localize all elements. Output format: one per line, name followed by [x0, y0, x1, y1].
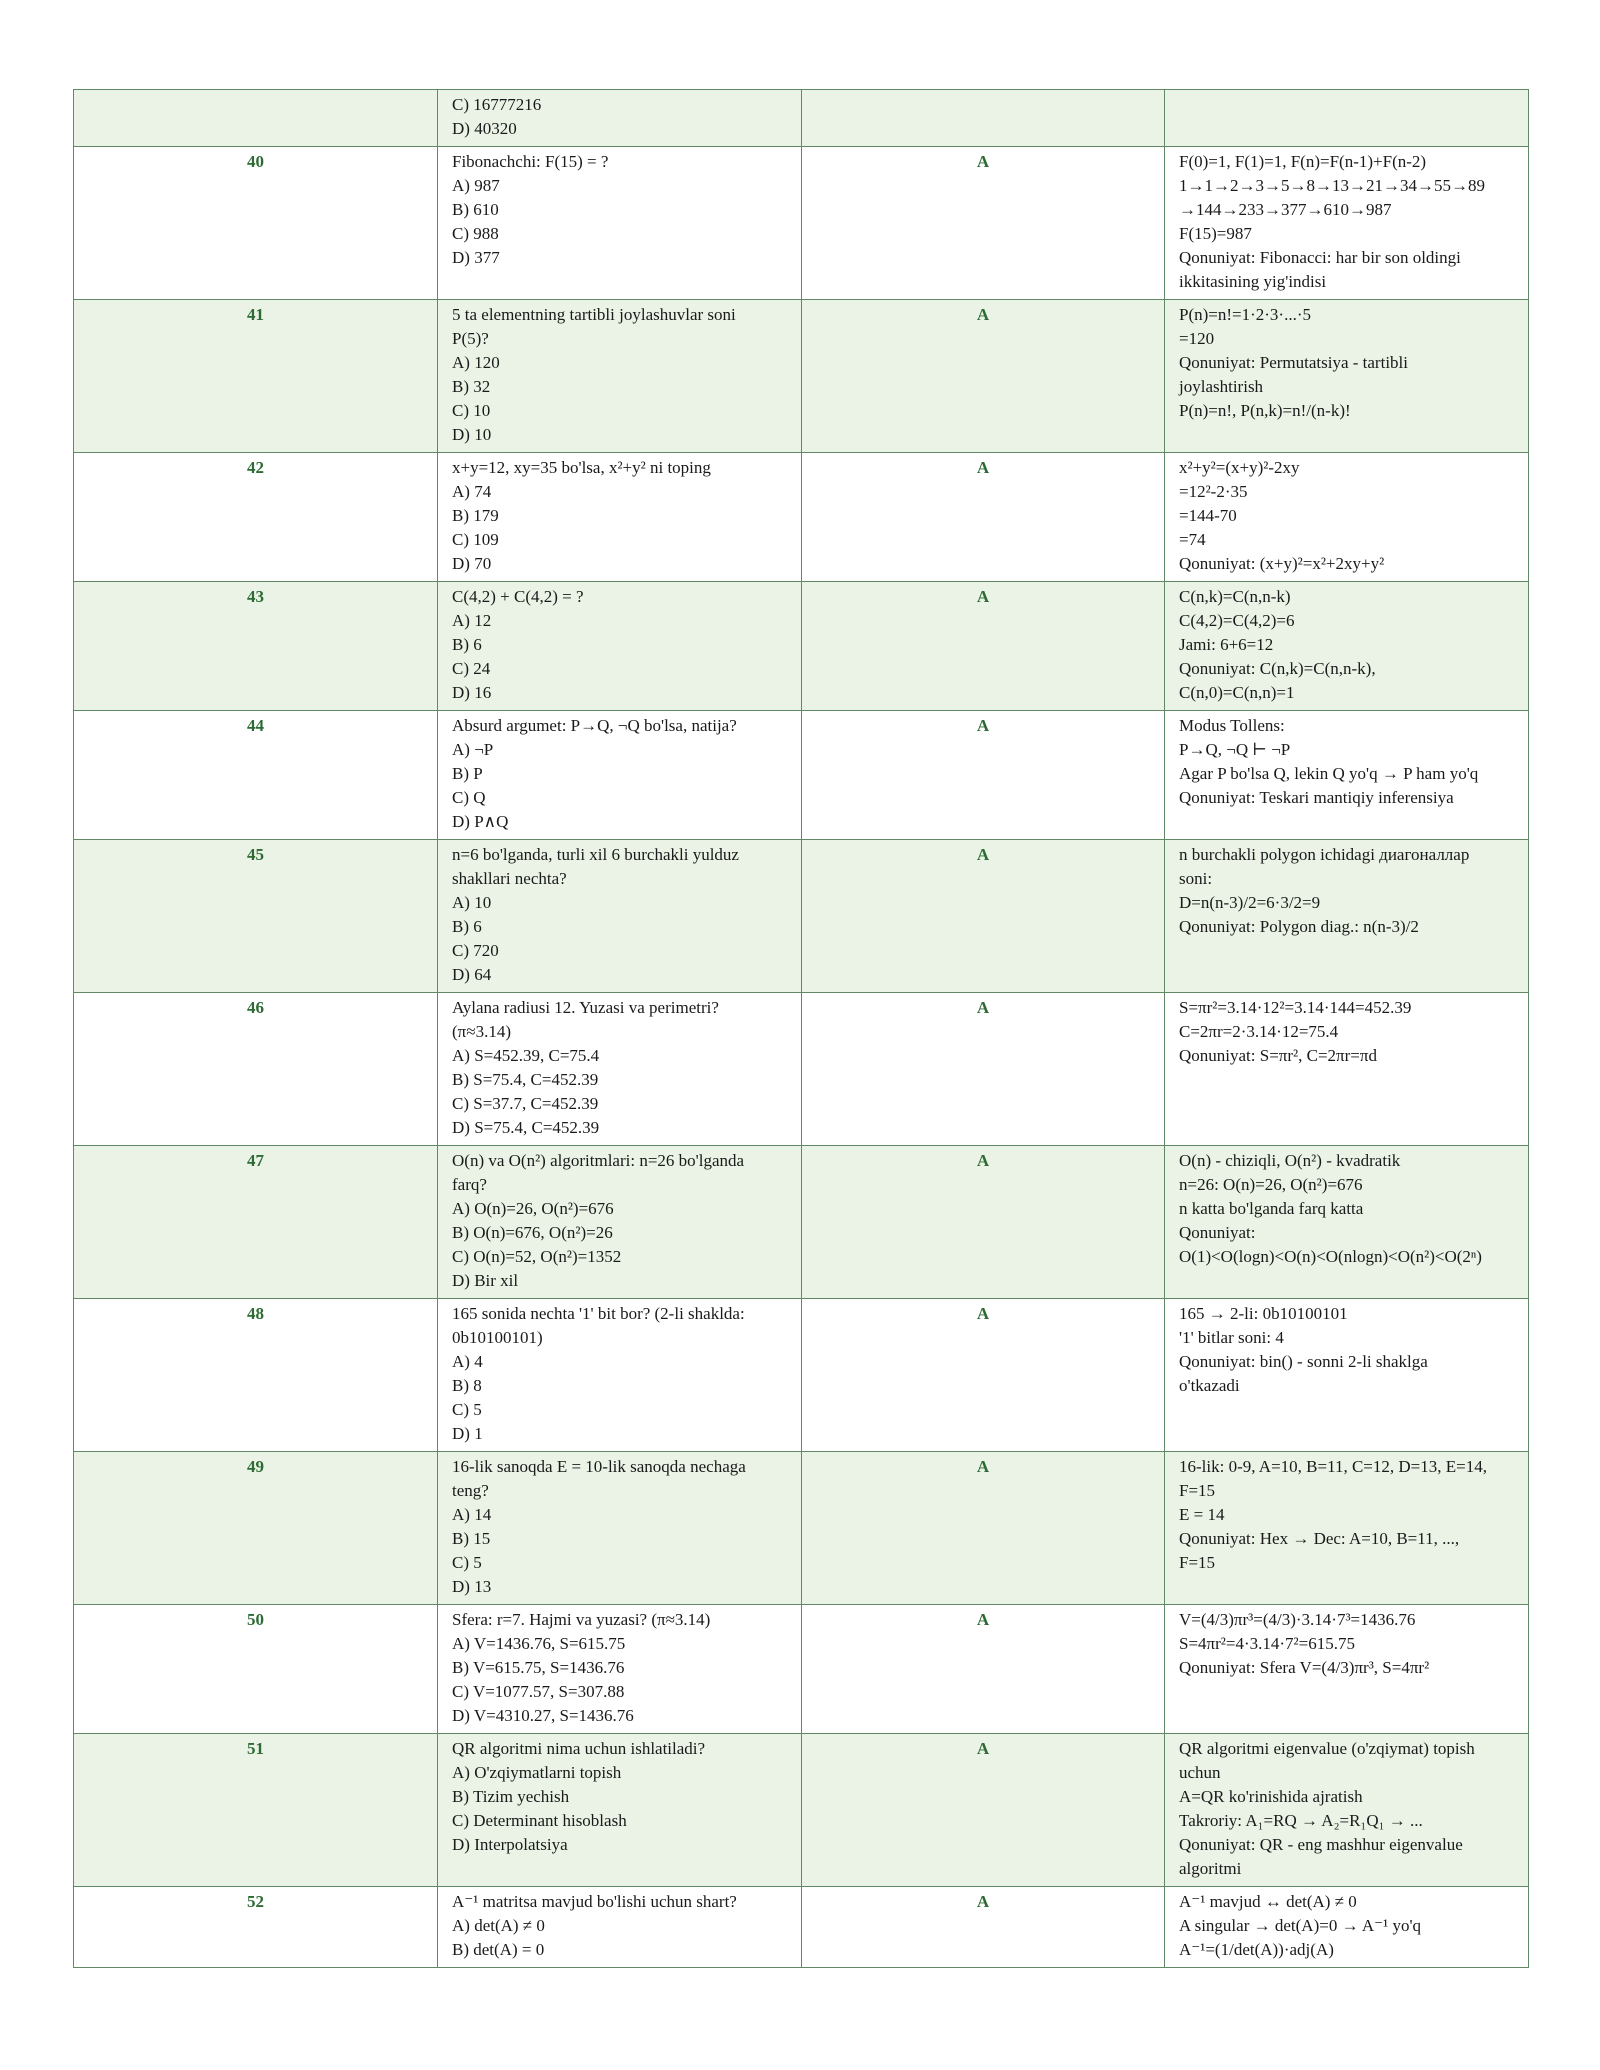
answer-option: B) 179	[452, 506, 499, 525]
explanation-cell	[1165, 90, 1529, 147]
answer-option: shakllari nechta?	[452, 869, 567, 888]
correct-answer	[802, 90, 1165, 147]
correct-answer: A	[802, 1887, 1165, 1968]
question-number: 44	[74, 711, 438, 840]
explanation-line: C(n,0)=C(n,n)=1	[1179, 683, 1295, 702]
explanation-line: Qonuniyat: Fibonacci: har bir son oldingi	[1179, 248, 1461, 267]
question-cell	[438, 1452, 802, 1605]
explanation-line: C=2πr=2·3.14·12=75.4	[1179, 1022, 1339, 1041]
explanation-line: Qonuniyat: (x+y)²=x²+2xy+y²	[1179, 554, 1385, 573]
explanation-cell	[1165, 453, 1529, 582]
explanation-cell	[1165, 147, 1529, 300]
table-row	[74, 1452, 1529, 1605]
explanation-line: O(n) - chiziqli, O(n²) - kvadratik	[1179, 1151, 1401, 1170]
answer-option: C) 10	[452, 401, 491, 420]
answer-option: C) 5	[452, 1553, 482, 1572]
explanation-line: =144-70	[1179, 506, 1237, 525]
question-text: Sfera: r=7. Hajmi va yuzasi? (π≈3.14)	[452, 1610, 711, 1629]
answer-option: A) det(A) ≠ 0	[452, 1916, 545, 1935]
answer-option: P(5)?	[452, 329, 489, 348]
answer-option: A) 12	[452, 611, 492, 630]
question-number: 43	[74, 582, 438, 711]
answer-option: A) ¬P	[452, 740, 494, 759]
explanation-line: o'tkazadi	[1179, 1376, 1240, 1395]
question-number	[74, 90, 438, 147]
explanation-line: algoritmi	[1179, 1859, 1242, 1878]
answer-option: C) V=1077.57, S=307.88	[452, 1682, 625, 1701]
question-number: 42	[74, 453, 438, 582]
answer-option: B) S=75.4, C=452.39	[452, 1070, 599, 1089]
explanation-line: ikkitasining yig'indisi	[1179, 272, 1327, 291]
correct-answer: A	[802, 1299, 1165, 1452]
answer-option: B) P	[452, 764, 483, 783]
answer-option: C) 720	[452, 941, 499, 960]
explanation-line: Qonuniyat: C(n,k)=C(n,n-k),	[1179, 659, 1376, 678]
correct-answer: A	[802, 1146, 1165, 1299]
answer-option: C) 109	[452, 530, 499, 549]
answer-option: C) Q	[452, 788, 486, 807]
explanation-line: Qonuniyat: S=πr², C=2πr=πd	[1179, 1046, 1377, 1065]
explanation-line: Takroriy: A₁=RQ → A₂=R₁Q₁ → ...	[1179, 1811, 1423, 1830]
table-row	[74, 1887, 1529, 1968]
explanation-line: P(n)=n!, P(n,k)=n!/(n-k)!	[1179, 401, 1351, 420]
answer-option: B) 6	[452, 635, 482, 654]
explanation-line: A⁻¹ mavjud ↔ det(A) ≠ 0	[1179, 1892, 1357, 1911]
explanation-line: A singular → det(A)=0 → A⁻¹ yo'q	[1179, 1916, 1422, 1935]
explanation-cell	[1165, 1605, 1529, 1734]
answer-option: B) 610	[452, 200, 499, 219]
question-number: 45	[74, 840, 438, 993]
explanation-line: O(1)<O(logn)<O(n)<O(nlogn)<O(n²)<O(2ⁿ)	[1179, 1247, 1482, 1266]
question-text: O(n) va O(n²) algoritmlari: n=26 bo'lganda	[452, 1151, 745, 1170]
answer-option: C) O(n)=52, O(n²)=1352	[452, 1247, 622, 1266]
explanation-line: Qonuniyat:	[1179, 1223, 1256, 1242]
question-cell	[438, 147, 802, 300]
explanation-line: S=πr²=3.14·12²=3.14·144=452.39	[1179, 998, 1412, 1017]
explanation-cell	[1165, 582, 1529, 711]
answer-option: A) 10	[452, 893, 492, 912]
explanation-line: E = 14	[1179, 1505, 1225, 1524]
answer-option: D) 70	[452, 554, 492, 573]
correct-answer: A	[802, 711, 1165, 840]
table-row	[74, 90, 1529, 147]
answer-option: A) O'zqiymatlarni topish	[452, 1763, 622, 1782]
question-cell	[438, 300, 802, 453]
answer-option: D) V=4310.27, S=1436.76	[452, 1706, 634, 1725]
explanation-line: Qonuniyat: Permutatsiya - tartibli	[1179, 353, 1408, 372]
answer-option: D) 1	[452, 1424, 483, 1443]
correct-answer: A	[802, 1605, 1165, 1734]
answer-option: 0b10100101)	[452, 1328, 543, 1347]
explanation-line: Qonuniyat: Sfera V=(4/3)πr³, S=4πr²	[1179, 1658, 1430, 1677]
question-number: 50	[74, 1605, 438, 1734]
explanation-line: Qonuniyat: Polygon diag.: n(n-3)/2	[1179, 917, 1419, 936]
question-cell	[438, 840, 802, 993]
explanation-line: QR algoritmi eigenvalue (o'zqiymat) topish	[1179, 1739, 1475, 1758]
table-row	[74, 993, 1529, 1146]
question-text: Absurd argumet: P→Q, ¬Q bo'lsa, natija?	[452, 716, 737, 735]
answer-option: C) 5	[452, 1400, 482, 1419]
question-text: Fibonachchi: F(15) = ?	[452, 152, 609, 171]
answer-option: B) det(A) = 0	[452, 1940, 545, 1959]
explanation-line: P→Q, ¬Q ⊢ ¬P	[1179, 740, 1291, 759]
explanation-line: Qonuniyat: QR - eng mashhur eigenvalue	[1179, 1835, 1463, 1854]
question-cell	[438, 1299, 802, 1452]
question-cell	[438, 711, 802, 840]
explanation-line: n=26: O(n)=26, O(n²)=676	[1179, 1175, 1363, 1194]
table-row	[74, 711, 1529, 840]
answer-option: B) Tizim yechish	[452, 1787, 570, 1806]
correct-answer: A	[802, 1452, 1165, 1605]
table-row	[74, 1734, 1529, 1887]
answer-option: B) 32	[452, 377, 491, 396]
explanation-line: F(0)=1, F(1)=1, F(n)=F(n-1)+F(n-2)	[1179, 152, 1427, 171]
explanation-line: Agar P bo'lsa Q, lekin Q yo'q → P ham yo'q	[1179, 764, 1479, 783]
correct-answer: A	[802, 582, 1165, 711]
question-cell	[438, 453, 802, 582]
table-row	[74, 1605, 1529, 1734]
answer-option: A) 14	[452, 1505, 492, 1524]
table-row	[74, 1299, 1529, 1452]
question-cell	[438, 1734, 802, 1887]
answer-option: B) 6	[452, 917, 482, 936]
explanation-line: Jami: 6+6=12	[1179, 635, 1274, 654]
explanation-line: joylashtirish	[1179, 377, 1264, 396]
answer-option: A) S=452.39, C=75.4	[452, 1046, 600, 1065]
answer-option: A) V=1436.76, S=615.75	[452, 1634, 626, 1653]
table-row	[74, 840, 1529, 993]
answer-option: D) 10	[452, 425, 492, 444]
explanation-line: →144→233→377→610→987	[1179, 200, 1392, 219]
question-cell	[438, 582, 802, 711]
table-row	[74, 1146, 1529, 1299]
answer-option: D) Bir xil	[452, 1271, 519, 1290]
question-number: 48	[74, 1299, 438, 1452]
question-text: 5 ta elementning tartibli joylashuvlar soni	[452, 305, 736, 324]
correct-answer: A	[802, 147, 1165, 300]
explanation-line: F(15)=987	[1179, 224, 1252, 243]
explanation-line: n burchakli polygon ichidagi диагоналлар	[1179, 845, 1470, 864]
table-row	[74, 147, 1529, 300]
explanation-line: A⁻¹=(1/det(A))·adj(A)	[1179, 1940, 1334, 1959]
explanation-cell	[1165, 711, 1529, 840]
explanation-line: 16-lik: 0-9, A=10, B=11, C=12, D=13, E=14,	[1179, 1457, 1487, 1476]
answer-option: teng?	[452, 1481, 489, 1500]
explanation-line: =74	[1179, 530, 1206, 549]
questions-table-body	[74, 90, 1529, 1968]
question-text: 165 sonida nechta '1' bit bor? (2-li shaklda:	[452, 1304, 745, 1323]
explanation-cell	[1165, 1299, 1529, 1452]
correct-answer: A	[802, 993, 1165, 1146]
explanation-line: x²+y²=(x+y)²-2xy	[1179, 458, 1300, 477]
question-text: n=6 bo'lganda, turli xil 6 burchakli yulduz	[452, 845, 739, 864]
explanation-cell	[1165, 300, 1529, 453]
question-number: 52	[74, 1887, 438, 1968]
explanation-line: D=n(n-3)/2=6·3/2=9	[1179, 893, 1321, 912]
question-text: A⁻¹ matritsa mavjud bo'lishi uchun shart?	[452, 1892, 737, 1911]
question-cell	[438, 90, 802, 147]
answer-option: (π≈3.14)	[452, 1022, 511, 1041]
answer-option: D) 40320	[452, 119, 517, 138]
question-text: 16-lik sanoqda E = 10-lik sanoqda nechaga	[452, 1457, 746, 1476]
table-row	[74, 300, 1529, 453]
explanation-cell	[1165, 1887, 1529, 1968]
correct-answer: A	[802, 840, 1165, 993]
answer-option: A) 987	[452, 176, 500, 195]
explanation-line: '1' bitlar soni: 4	[1179, 1328, 1284, 1347]
correct-answer: A	[802, 300, 1165, 453]
answer-option: C) 24	[452, 659, 491, 678]
explanation-line: C(n,k)=C(n,n-k)	[1179, 587, 1291, 606]
explanation-line: Qonuniyat: bin() - sonni 2-li shaklga	[1179, 1352, 1428, 1371]
answer-option: B) 8	[452, 1376, 482, 1395]
explanation-line: S=4πr²=4·3.14·7²=615.75	[1179, 1634, 1355, 1653]
question-number: 40	[74, 147, 438, 300]
question-cell	[438, 1146, 802, 1299]
correct-answer: A	[802, 1734, 1165, 1887]
answer-option: D) P∧Q	[452, 812, 509, 831]
question-number: 41	[74, 300, 438, 453]
answer-option: C) 988	[452, 224, 499, 243]
explanation-cell	[1165, 1452, 1529, 1605]
answer-option: A) 74	[452, 482, 492, 501]
question-number: 51	[74, 1734, 438, 1887]
question-text: Aylana radiusi 12. Yuzasi va perimetri?	[452, 998, 719, 1017]
table-row	[74, 582, 1529, 711]
question-text: QR algoritmi nima uchun ishlatiladi?	[452, 1739, 706, 1758]
answer-option: B) O(n)=676, O(n²)=26	[452, 1223, 613, 1242]
explanation-line: =120	[1179, 329, 1215, 348]
explanation-line: 1→1→2→3→5→8→13→21→34→55→89	[1179, 176, 1485, 195]
answer-option: A) 120	[452, 353, 500, 372]
questions-table	[73, 89, 1529, 1968]
question-cell	[438, 1887, 802, 1968]
question-number: 46	[74, 993, 438, 1146]
question-text: x+y=12, xy=35 bo'lsa, x²+y² ni toping	[452, 458, 711, 477]
answer-option: D) 16	[452, 683, 492, 702]
explanation-line: F=15	[1179, 1481, 1216, 1500]
answer-option: D) 13	[452, 1577, 492, 1596]
question-number: 49	[74, 1452, 438, 1605]
answer-option: D) 377	[452, 248, 500, 267]
explanation-line: n katta bo'lganda farq katta	[1179, 1199, 1364, 1218]
explanation-line: Qonuniyat: Hex → Dec: A=10, B=11, ...,	[1179, 1529, 1460, 1548]
question-number: 47	[74, 1146, 438, 1299]
correct-answer: A	[802, 453, 1165, 582]
explanation-line: Modus Tollens:	[1179, 716, 1285, 735]
answer-option: D) Interpolatsiya	[452, 1835, 568, 1854]
explanation-line: F=15	[1179, 1553, 1216, 1572]
explanation-line: soni:	[1179, 869, 1213, 888]
answer-option: C) 16777216	[452, 95, 542, 114]
answer-option: B) 15	[452, 1529, 491, 1548]
question-cell	[438, 1605, 802, 1734]
answer-option: A) 4	[452, 1352, 483, 1371]
answer-option: C) S=37.7, C=452.39	[452, 1094, 599, 1113]
explanation-line: C(4,2)=C(4,2)=6	[1179, 611, 1295, 630]
explanation-line: uchun	[1179, 1763, 1221, 1782]
question-cell	[438, 993, 802, 1146]
table-row	[74, 453, 1529, 582]
explanation-line: A=QR ko'rinishida ajratish	[1179, 1787, 1363, 1806]
explanation-cell	[1165, 1734, 1529, 1887]
explanation-cell	[1165, 840, 1529, 993]
explanation-cell	[1165, 993, 1529, 1146]
answer-option: B) V=615.75, S=1436.76	[452, 1658, 625, 1677]
explanation-line: Qonuniyat: Teskari mantiqiy inferensiya	[1179, 788, 1454, 807]
answer-option: C) Determinant hisoblash	[452, 1811, 627, 1830]
answer-option: D) S=75.4, C=452.39	[452, 1118, 600, 1137]
explanation-line: V=(4/3)πr³=(4/3)·3.14·7³=1436.76	[1179, 1610, 1416, 1629]
answer-option: A) O(n)=26, O(n²)=676	[452, 1199, 614, 1218]
explanation-line: =12²-2·35	[1179, 482, 1248, 501]
explanation-line: P(n)=n!=1·2·3·...·5	[1179, 305, 1312, 324]
answer-option: farq?	[452, 1175, 487, 1194]
explanation-cell	[1165, 1146, 1529, 1299]
answer-option: D) 64	[452, 965, 492, 984]
explanation-line: 165 → 2-li: 0b10100101	[1179, 1304, 1348, 1323]
question-text: C(4,2) + C(4,2) = ?	[452, 587, 584, 606]
